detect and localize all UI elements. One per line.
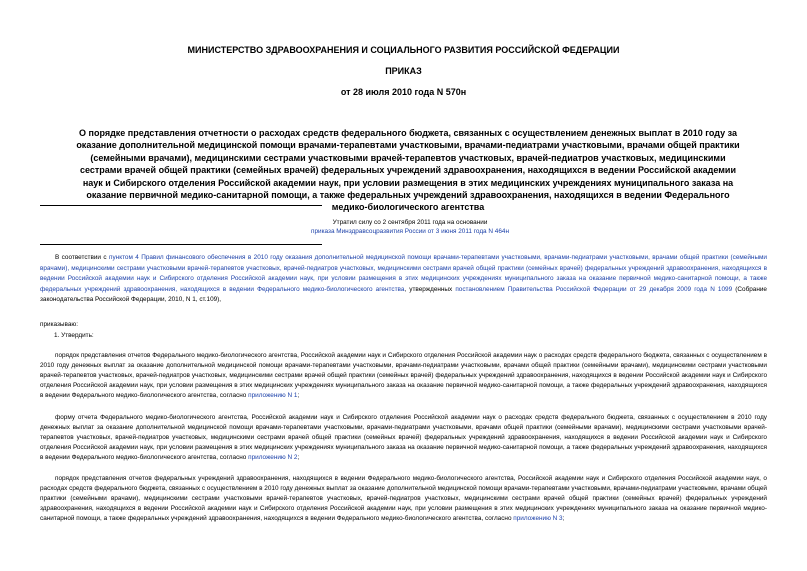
divider-top [40,205,322,206]
appendix-1-link[interactable]: приложению N 1 [248,391,298,399]
ministry-name: МИНИСТЕРСТВО ЗДРАВООХРАНЕНИЯ И СОЦИАЛЬНОГО РАЗВИТИЯ РОССИЙСКОЙ ФЕДЕРАЦИИ [187,45,620,55]
doc-date: от 28 июля 2010 года N 570н [340,87,467,97]
preamble-link-decree[interactable]: постановлением Правительства Российской Федерации от 29 декабря 2009 года N 1099 [455,285,733,293]
paragraph-1-end: ; [297,391,300,399]
status-note [200,218,620,236]
order-word: приказываю: [40,321,78,328]
paragraph-2 [40,413,767,463]
preamble-text-4: (Собрание законодательства Российской Федерации, 2010, N 1, ст.109), [40,285,767,304]
status-text: Утратил силу со 2 сентября 2011 года на основании [332,219,488,226]
paragraph-3-text: порядок представления отчетов федеральных учреждений здравоохранения, находящихся в ведении Федерального медико-биологического агентства, Российской академии наук и Сибирского отделения Российской академии наук, о расходах средств федерального бюджета, связанных с осуществлением в 2010 году денежных выплат за оказание дополнительной медицинской помощи врачами-терапевтами участковыми, врачами-педиатрами участковыми, врачами общей практики (семейными врачами), медицинскими сестрами участковыми врачей-терапевтов участковых, врачей-педиатров участковых, медицинскими сестрами врачей общей практики (семейных врачей) федеральных учреждений здравоохранения, находящихся в ведении Российской академии наук и Сибирского отделения Российской академии наук, при условии размещения в этих медицинских учреждениях муниципального заказа на оказание первичной медико-санитарной помощи, а также федеральных учреждений здравоохранения, находящихся в ведении Федерального медико-биологического агентства, согласно [40,475,767,522]
item-1: 1. Утвердить: [54,332,94,339]
preamble-paragraph [40,253,767,306]
paragraph-3 [40,474,767,524]
divider-bottom [40,244,322,245]
appendix-2-link[interactable]: приложению N 2 [248,453,298,461]
doc-type: ПРИКАЗ [385,66,422,76]
paragraph-2-end: ; [297,453,300,461]
preamble-text-1: В соответствии с [55,254,110,261]
appendix-3-link[interactable]: приложению N 3 [513,514,563,522]
preamble-link-point[interactable]: пунктом 4 [109,254,139,261]
preamble-link-rules[interactable]: Правил финансового обеспечения в 2010 году оказания дополнительной медицинской помощи врачами-терапевтами участковыми, врачами-педиатрами участковыми, врачами общей практики (семейными врачами), медицинскими сестрами участковыми врачей-терапевтов участковых, врачей-педиатров участковых, медицинскими сестрами врачей общей практики (семейных врачей) федеральных учреждений здравоохранения, находящихся в ведении Российской академии наук и Сибирского отделения Российской академии наук, при условии размещения в этих медицинских учреждениях муниципального заказа на оказание первичной медико-санитарной помощи, а также федеральных учреждений здравоохранения, находящихся в ведении Федерального медико-биологического агентства [40,254,767,293]
status-link[interactable]: приказа Минздравсоцразвития России от 3 июня 2011 года N 464н [311,228,509,235]
paragraph-3-end: ; [562,514,565,522]
paragraph-1-text: порядок представления отчетов Федерального медико-биологического агентства, Российской академии наук и Сибирского отделения Российской академии наук о расходах средств федерального бюджета, связанных с осуществлением в 2010 году денежных выплат за оказание дополнительной медицинской помощи врачами-терапевтами участковыми, врачами-педиатрами участковыми, врачами общей практики (семейными врачами), медицинскими сестрами участковыми врачей-терапевтов участковых, врачей-педиатров участковых, медицинскими сестрами врачей общей практики (семейных врачей) федеральных учреждений здравоохранения, находящихся в ведении Российской академии наук и Сибирского отделения Российской академии наук, при условии размещения в этих медицинских учреждениях муниципального заказа на оказание первичной медико-санитарной помощи, а также федеральных учреждений здравоохранения, находящихся в ведении Федерального медико-биологического агентства, согласно [40,352,767,399]
paragraph-1 [40,351,767,401]
document-title: О порядке представления отчетности о расходах средств федерального бюджета, связанных с осуществлением денежных выплат в 2010 году за оказание дополнительной медицинской помощи врачами-терапевтами участковыми, врачами-педиатрами участковыми, врачами общей практики (семейными врачами), медицинскими сестрами участковыми врачей-терапевтов участковых, врачей-педиатров участковых, медицинскими сестрами врачей общей практики (семейных врачей) федеральных учреждений здравоохранения, находящихся в ведении Российской академии наук и Сибирского отделения Российской академии наук, при условии размещения в этих медицинских учреждениях муниципального заказа на оказание первичной медико-санитарной помощи, а также федеральных учреждений здравоохранения, находящихся в ведении Федерального медико-биологического агентства [76,128,740,213]
preamble-text-3: , утвержденных [404,285,456,293]
paragraph-2-text: форму отчета Федерального медико-биологического агентства, Российской академии наук и Сибирского отделения Российской академии наук о расходах средств федерального бюджета, связанных с осуществлением в 2010 году денежных выплат за оказание дополнительной медицинской помощи врачами-терапевтами участковыми, врачами-педиатрами участковыми, врачами общей практики (семейными врачами), медицинскими сестрами участковыми врачей-терапевтов участковых, врачей-педиатров участковых, медицинскими сестрами врачей общей практики (семейных врачей) федеральных учреждений здравоохранения, находящихся в ведении Российской академии наук и Сибирского отделения Российской академии наук, при условии размещения в этих медицинских учреждениях муниципального заказа на оказание первичной медико-санитарной помощи, а также федеральных учреждений здравоохранения, находящихся в ведении Федерального медико-биологического агентства, согласно [40,414,767,461]
